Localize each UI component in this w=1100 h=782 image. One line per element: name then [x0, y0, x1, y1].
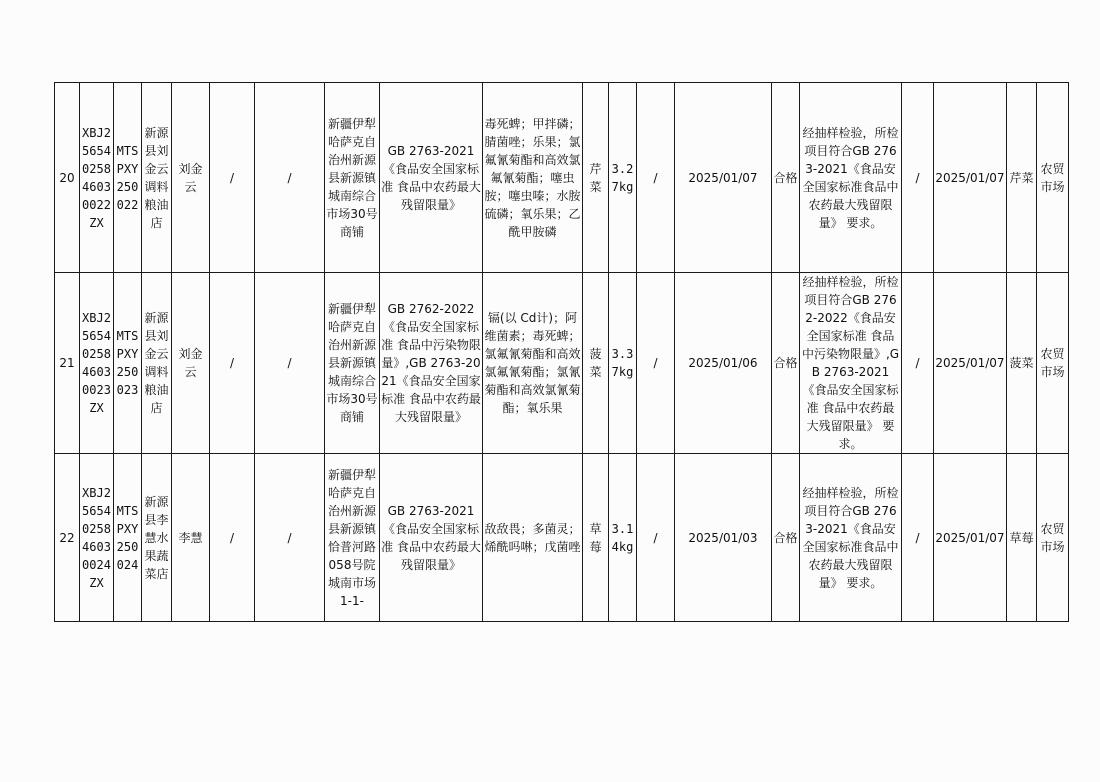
empty-cell: /: [210, 273, 255, 454]
store-name-cell: 新源县刘金云调料粮油店: [142, 83, 172, 273]
store-name-cell: 新源县刘金云调料粮油店: [142, 273, 172, 454]
category-cell: 草莓: [1007, 454, 1037, 622]
empty-cell: /: [255, 273, 325, 454]
empty-cell: /: [255, 83, 325, 273]
food-name-cell: 草莓: [583, 454, 609, 622]
conclusion-cell: 经抽样检验，所检项目符合GB 2763-2021《食品安全国家标准食品中农药最大残留限量》 要求。: [800, 83, 902, 273]
inspection-results-table: [54, 82, 1069, 622]
table-row: [55, 273, 1069, 454]
seq-cell: 21: [55, 273, 80, 454]
empty-cell: /: [255, 454, 325, 622]
quantity-cell: 3.27kg: [609, 83, 637, 273]
address-cell: 新疆伊犁哈萨克自治州新源县新源镇城南综合市场30号商铺: [325, 273, 380, 454]
report-date-cell: 2025/01/07: [934, 83, 1007, 273]
empty-cell: /: [637, 273, 675, 454]
seq-cell: 22: [55, 454, 80, 622]
empty-cell: /: [902, 273, 934, 454]
empty-cell: /: [637, 454, 675, 622]
store-name-cell: 新源县李慧水果蔬菜店: [142, 454, 172, 622]
sampling-date-cell: 2025/01/06: [675, 273, 772, 454]
category-cell: 菠菜: [1007, 273, 1037, 454]
owner-cell: 刘金云: [172, 83, 210, 273]
owner-cell: 刘金云: [172, 273, 210, 454]
seq-cell: 20: [55, 83, 80, 273]
test-items-cell: 敌敌畏；多菌灵；烯酰吗啉；戊菌唑: [483, 454, 583, 622]
address-cell: 新疆伊犁哈萨克自治州新源县新源镇城南综合市场30号商铺: [325, 83, 380, 273]
market-type-cell: 农贸市场: [1037, 83, 1069, 273]
table-row: [55, 83, 1069, 273]
report-date-cell: 2025/01/07: [934, 454, 1007, 622]
standard-cell: GB 2762-2022《食品安全国家标准 食品中污染物限量》,GB 2763-2021《食品安全国家标准 食品中农药最大残留限量》: [380, 273, 483, 454]
empty-cell: /: [210, 454, 255, 622]
task-number-cell: MTSPXY250022: [114, 83, 142, 273]
sample-number-cell: XBJ25654025846030022ZX: [80, 83, 114, 273]
market-type-cell: 农贸市场: [1037, 273, 1069, 454]
address-cell: 新疆伊犁哈萨克自治州新源县新源镇恰普河路058号院城南市场1-1-: [325, 454, 380, 622]
test-items-cell: 镉(以 Cd计)；阿维菌素；毒死蜱；氯氟氰菊酯和高效氯氟氰菊酯；氯氰菊酯和高效氯氰菊酯；氧乐果: [483, 273, 583, 454]
conclusion-cell: 经抽样检验，所检项目符合GB 2763-2021《食品安全国家标准食品中农药最大残留限量》 要求。: [800, 454, 902, 622]
quantity-cell: 3.37kg: [609, 273, 637, 454]
standard-cell: GB 2763-2021《食品安全国家标准 食品中农药最大残留限量》: [380, 454, 483, 622]
task-number-cell: MTSPXY250023: [114, 273, 142, 454]
quantity-cell: 3.14kg: [609, 454, 637, 622]
report-date-cell: 2025/01/07: [934, 273, 1007, 454]
result-cell: 合格: [772, 454, 800, 622]
sampling-date-cell: 2025/01/07: [675, 83, 772, 273]
sampling-date-cell: 2025/01/03: [675, 454, 772, 622]
conclusion-cell: 经抽样检验，所检项目符合GB 2762-2022《食品安全国家标准 食品中污染物限量》,GB 2763-2021《食品安全国家标准 食品中农药最大残留限量》 要求。: [800, 273, 902, 454]
standard-cell: GB 2763-2021《食品安全国家标准 食品中农药最大残留限量》: [380, 83, 483, 273]
table-row: [55, 454, 1069, 622]
category-cell: 芹菜: [1007, 83, 1037, 273]
result-cell: 合格: [772, 273, 800, 454]
result-cell: 合格: [772, 83, 800, 273]
food-name-cell: 芹菜: [583, 83, 609, 273]
market-type-cell: 农贸市场: [1037, 454, 1069, 622]
empty-cell: /: [637, 83, 675, 273]
sample-number-cell: XBJ25654025846030024ZX: [80, 454, 114, 622]
task-number-cell: MTSPXY250024: [114, 454, 142, 622]
owner-cell: 李慧: [172, 454, 210, 622]
sample-number-cell: XBJ25654025846030023ZX: [80, 273, 114, 454]
empty-cell: /: [902, 454, 934, 622]
empty-cell: /: [210, 83, 255, 273]
test-items-cell: 毒死蜱；甲拌磷；腈菌唑；乐果；氯氟氰菊酯和高效氯氟氰菊酯；噻虫胺；噻虫嗪；水胺硫磷；氧乐果；乙酰甲胺磷: [483, 83, 583, 273]
food-name-cell: 菠菜: [583, 273, 609, 454]
empty-cell: /: [902, 83, 934, 273]
